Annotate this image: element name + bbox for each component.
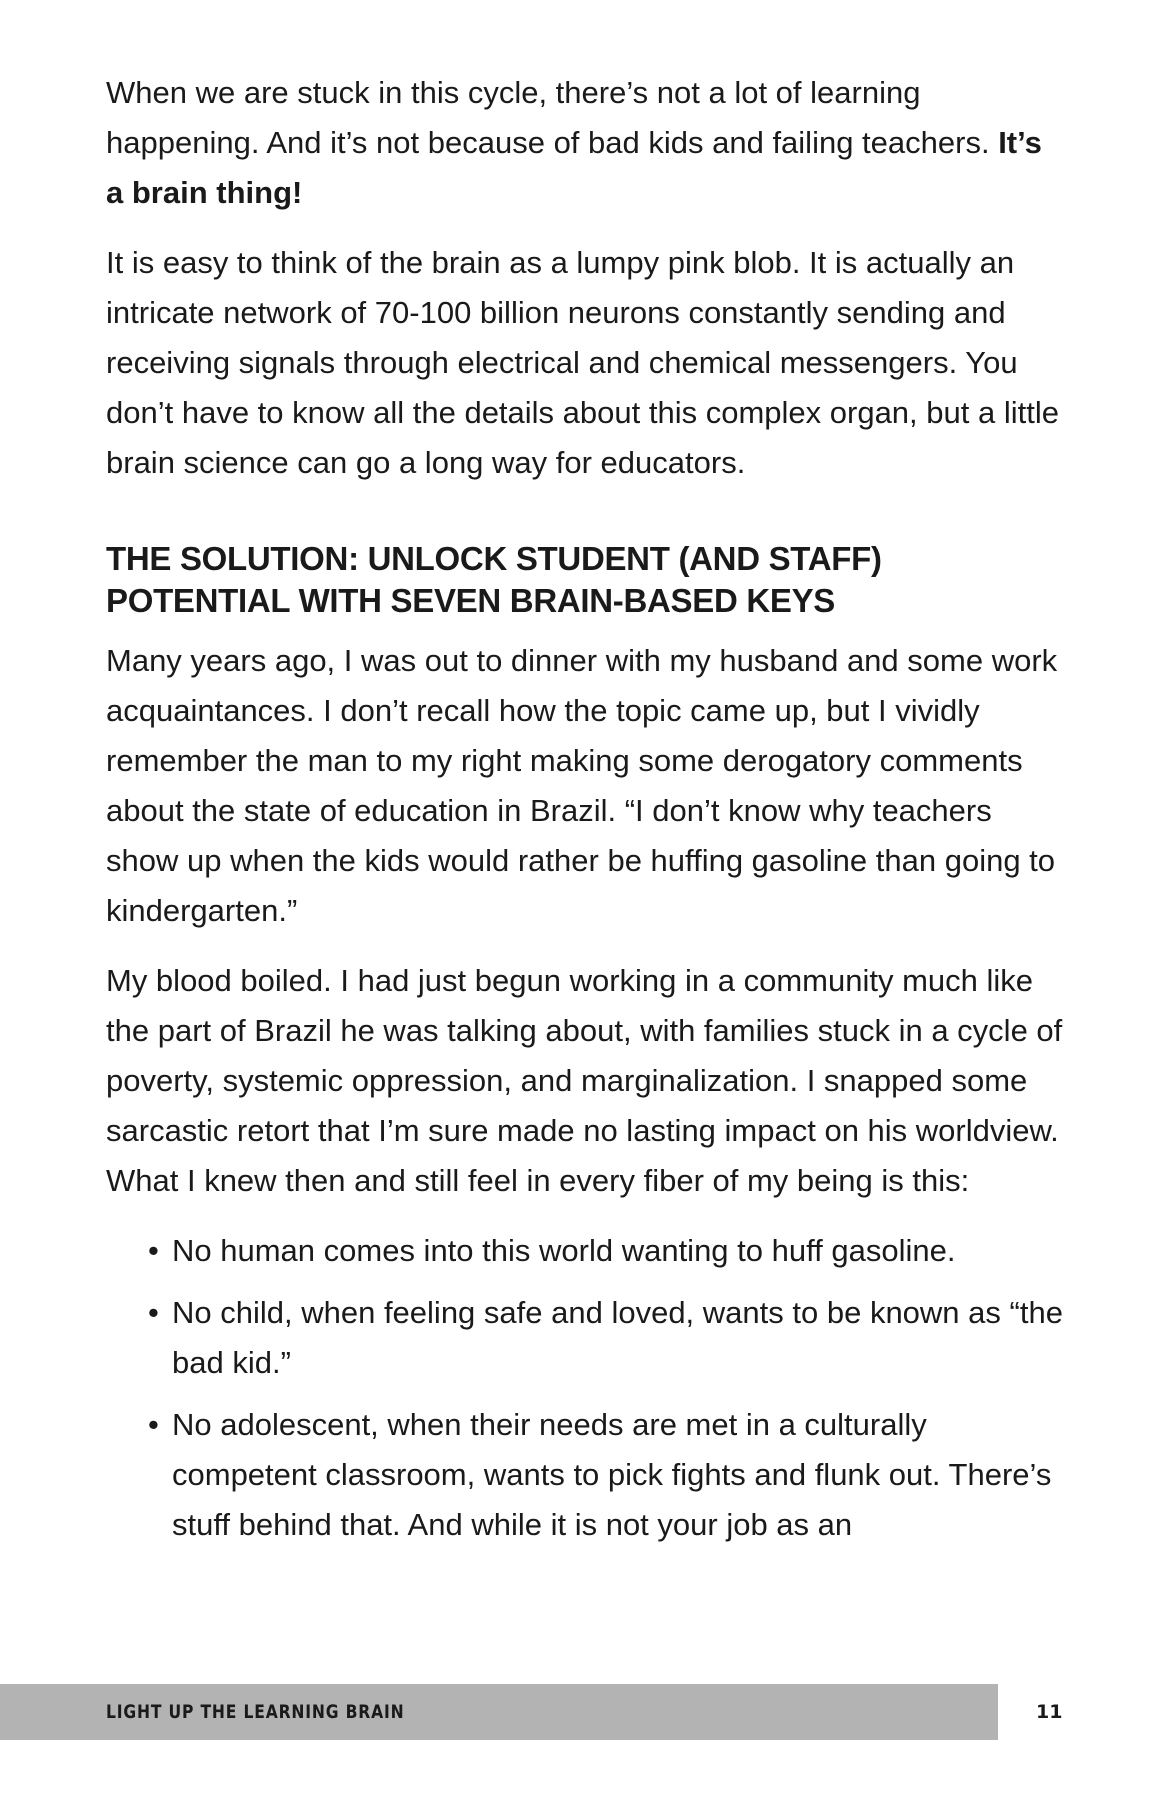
bullet-icon: • <box>148 1407 159 1442</box>
list-item <box>148 1288 1066 1388</box>
paragraph-brain: It is easy to think of the brain as a lumpy pink blob. It is actually an intricate network of 70-100 billion neurons constantly sending and receiving signals through electrical and chemical messengers. You don’t have to know all the details about this complex organ, but a little brain science can go a long way for educators. <box>106 245 1059 480</box>
bullet-icon: • <box>148 1295 159 1330</box>
list-item-text: No child, when feeling safe and loved, wants to be known as “the bad kid.” <box>172 1295 1063 1380</box>
paragraph-cycle-emphasis: It’s a brain thing! <box>106 125 1042 210</box>
section-heading: THE SOLUTION: UNLOCK STUDENT (AND STAFF) POTENTIAL WITH SEVEN BRAIN-BASED KEYS <box>106 540 882 619</box>
paragraph-cycle-text: When we are stuck in this cycle, there’s not a lot of learning happening. And it’s not because of bad kids and failing teachers. <box>106 75 999 160</box>
bullet-list <box>106 1226 1066 1550</box>
paragraph-cycle <box>106 68 1066 218</box>
footer-book-title: LIGHT UP THE LEARNING BRAIN <box>106 1701 405 1723</box>
list-item <box>148 1400 1066 1550</box>
bullet-icon: • <box>148 1233 159 1268</box>
list-item <box>148 1226 1066 1276</box>
page-content <box>106 68 1066 1562</box>
paragraph-dinner: Many years ago, I was out to dinner with my husband and some work acquaintances. I don’t recall how the topic came up, but I vividly remember the man to my right making some derogatory comments about the state of education in Brazil. “I don’t know why teachers show up when the kids would rather be huffing gasoline than going to kindergarten.” <box>106 643 1058 928</box>
page-number: 11 <box>1036 1701 1063 1723</box>
list-item-text: No human comes into this world wanting to huff gasoline. <box>172 1233 956 1268</box>
list-item-text: No adolescent, when their needs are met in a culturally competent classroom, wants to pick fights and flunk out. There’s stuff behind that. And while it is not your job as an <box>172 1407 1052 1542</box>
paragraph-blood-boiled: My blood boiled. I had just begun working in a community much like the part of Brazil he was talking about, with families stuck in a cycle of poverty, systemic oppression, and marginalization. I snapped some sarcastic retort that I’m sure made no lasting impact on his worldview. What I knew then and still feel in every fiber of my being is this: <box>106 963 1063 1198</box>
